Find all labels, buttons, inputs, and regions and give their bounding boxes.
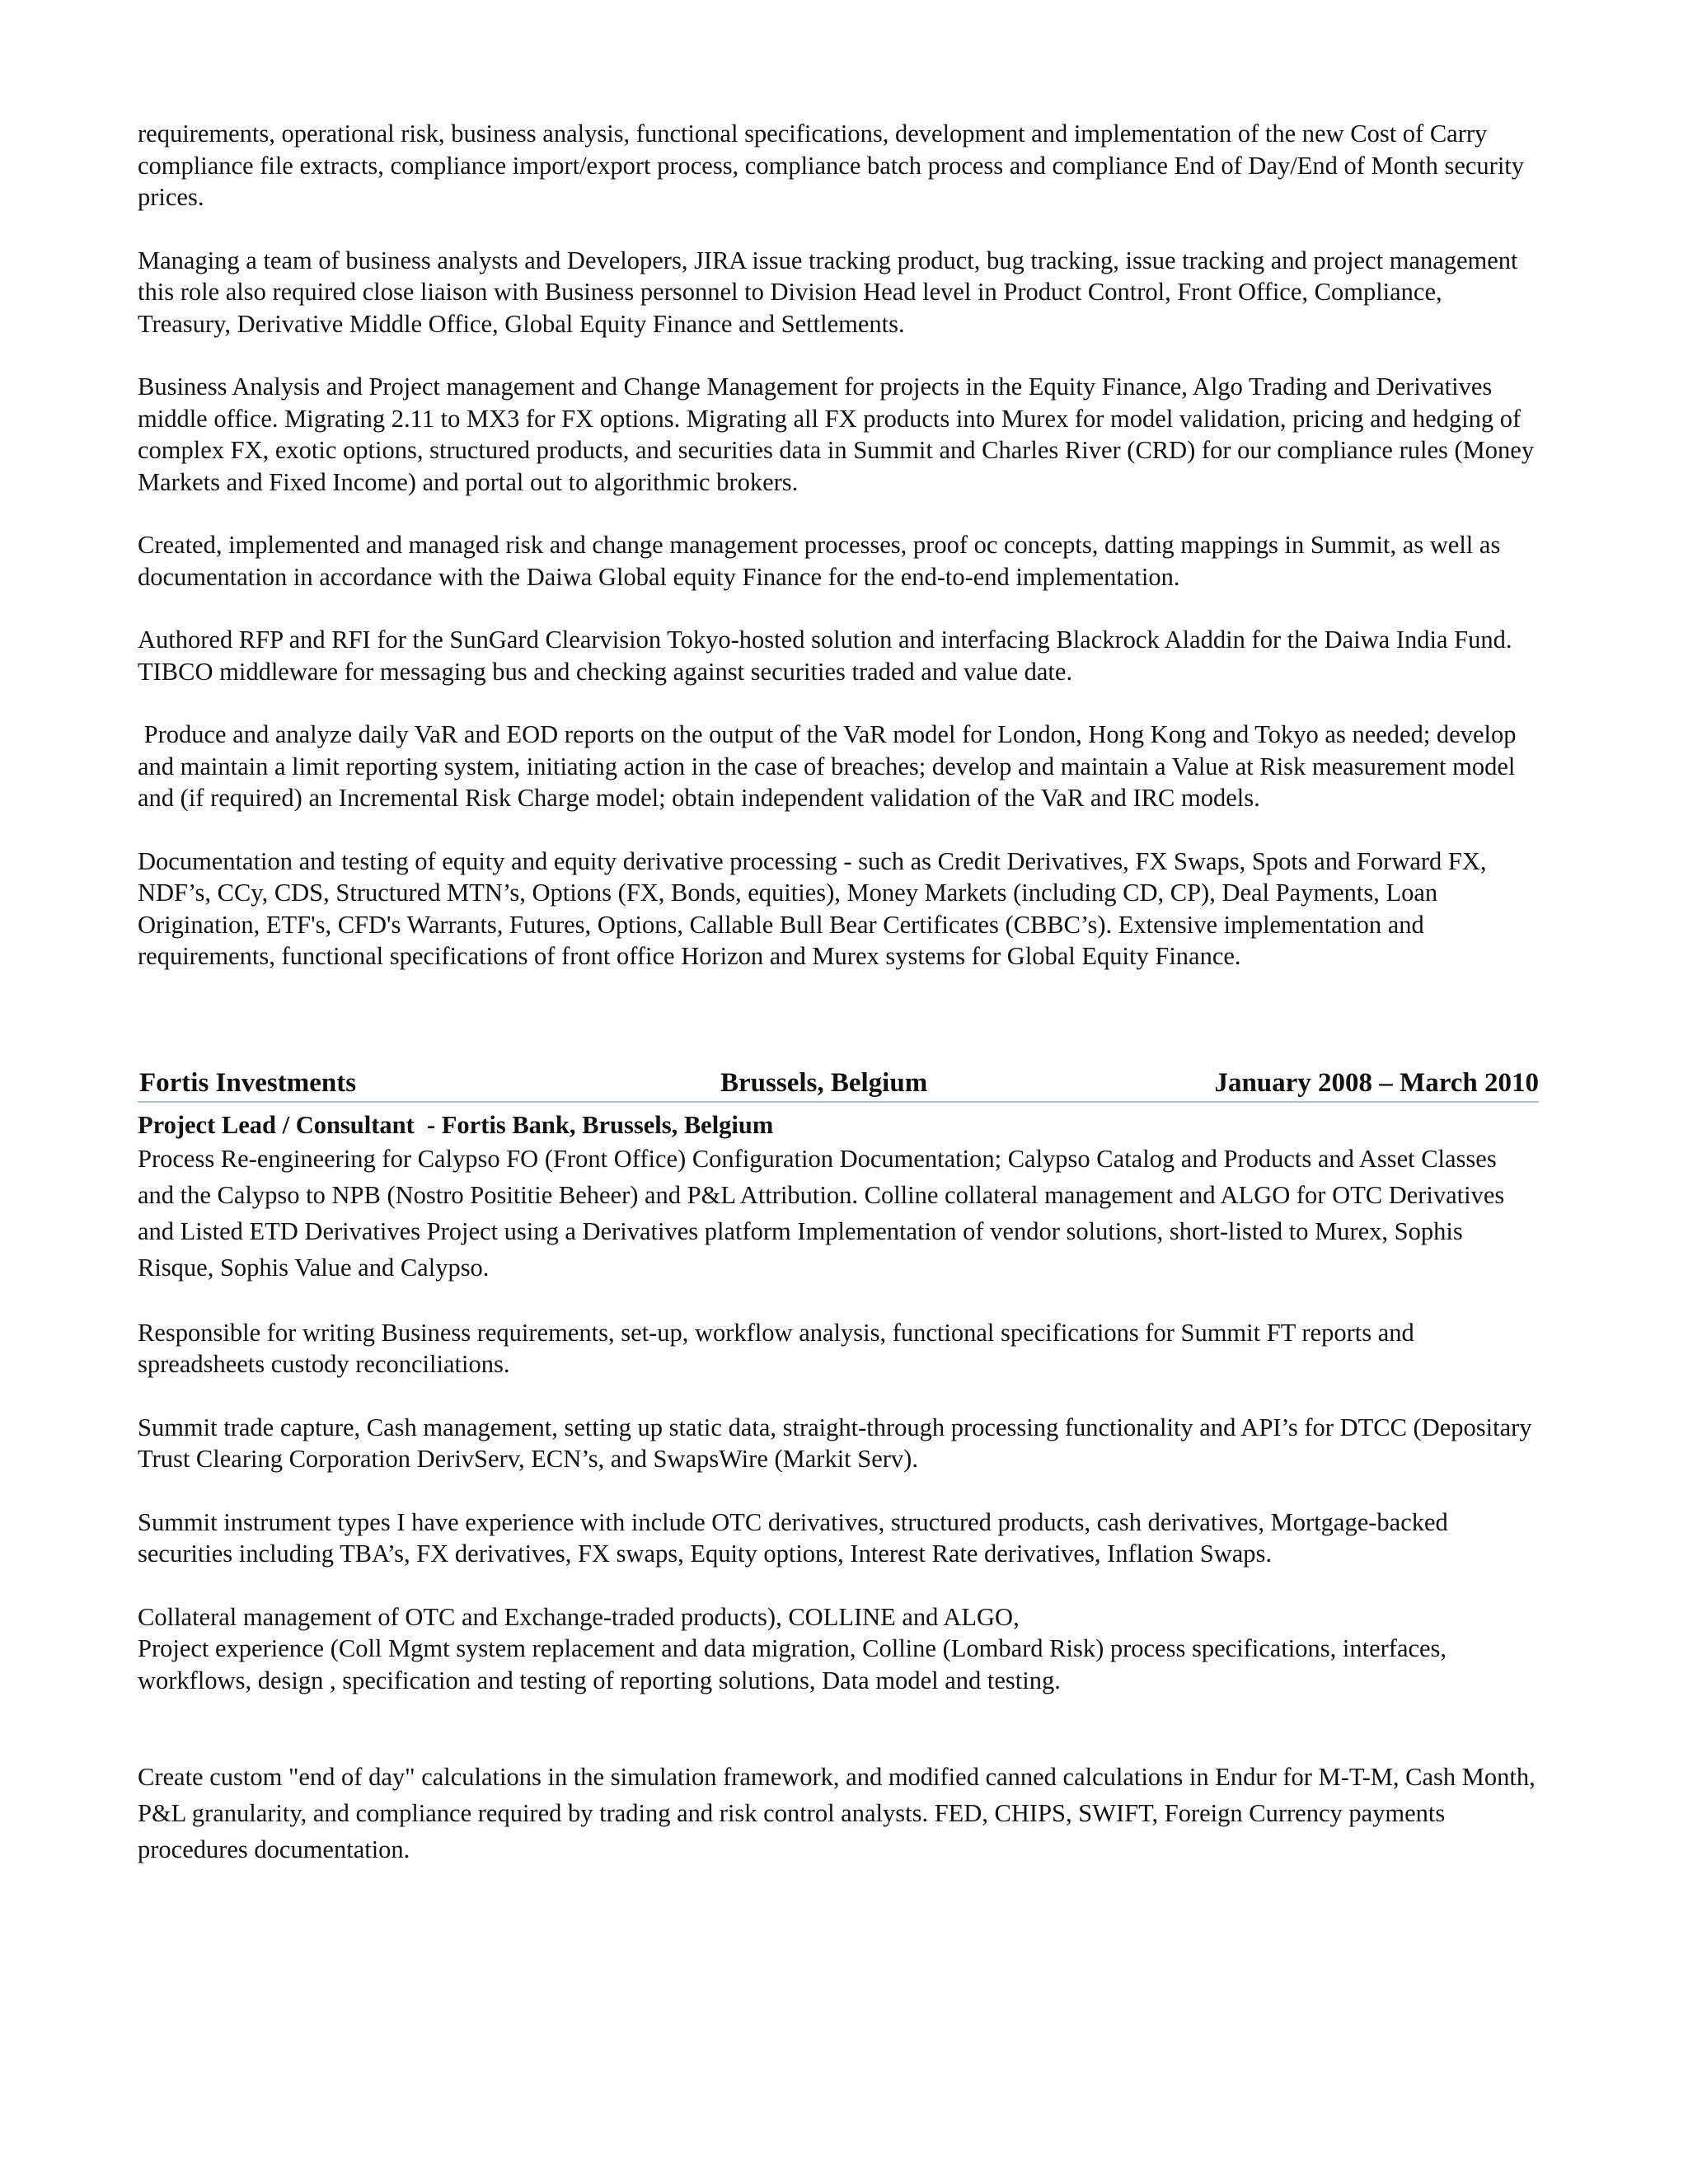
- paragraph-collateral-line2: Project experience (Coll Mgmt system replacement and data migration, Colline (Lombard Risk) process specifications, interfaces, workflows, design , specification and testing of reporting solutions, Data model and testing.: [138, 1634, 1447, 1694]
- paragraph-summit-instruments: Summit instrument types I have experience with include OTC derivatives, structured products, cash derivatives, Mortgage-backed securities including TBA’s, FX derivatives, FX swaps, Equity options, Interest Rate derivatives, Inflation Swaps.: [138, 1507, 1448, 1568]
- job-company: Fortis Investments: [139, 1067, 357, 1098]
- paragraph-summit-trade-capture: Summit trade capture, Cash management, setting up static data, straight-through processing functionality and API’s for DTCC (Depositary Trust Clearing Corporation DerivServ, ECN’s, and SwapsWire (Markit Serv).: [138, 1413, 1532, 1473]
- paragraph-collateral-line1: Collateral management of OTC and Exchange-traded products), COLLINE and ALGO,: [138, 1602, 1020, 1631]
- job-location: Brussels, Belgium: [720, 1067, 928, 1098]
- paragraph-business-requirements: Responsible for writing Business requirements, set-up, workflow analysis, functional specifications for Summit FT reports and spreadsheets custody reconciliations.: [138, 1318, 1414, 1378]
- paragraph-documentation-testing: Documentation and testing of equity and equity derivative processing - such as Credit Derivatives, FX Swaps, Spots and Forward FX, NDF’s, CCy, CDS, Structured MTN’s, Options (FX, Bonds, equities), Money Markets (including CD, CP), Deal Payments, Loan Origination, ETF's, CFD's Warrants, Futures, Options, Callable Bull Bear Certificates (CBBC’s). Extensive implementation and requirements, functional specifications of front office Horizon and Murex systems for Global Equity Finance.: [138, 846, 1487, 970]
- job-role: Project Lead / Consultant - Fortis Bank, Brussels, Belgium: [138, 1110, 774, 1139]
- paragraph-business-analysis: Business Analysis and Project management and Change Management for projects in the Equity Finance, Algo Trading and Derivatives middle office. Migrating 2.11 to MX3 for FX options. Migrating all FX products into Murex for model validation, pricing and hedging of complex FX, exotic options, structured products, and securities data in Summit and Charles River (CRD) for our compliance rules (Money Markets and Fixed Income) and portal out to algorithmic brokers.: [138, 373, 1535, 496]
- job-header: [138, 1068, 1539, 1103]
- paragraph-risk-change-management: Created, implemented and managed risk and change management processes, proof oc concepts, datting mappings in Summit, as well as documentation in accordance with the Daiwa Global equity Finance for the end-to-end implementation.: [138, 531, 1501, 591]
- paragraph-cost-of-carry: requirements, operational risk, business analysis, functional specifications, development and implementation of the new Cost of Carry compliance file extracts, compliance import/export process, compliance batch process and compliance End of Day/End of Month security prices.: [138, 120, 1525, 211]
- resume-page: [138, 118, 1539, 1868]
- job-dates: January 2008 – March 2010: [1214, 1067, 1539, 1098]
- paragraph-rfp-rfi: Authored RFP and RFI for the SunGard Clearvision Tokyo-hosted solution and interfacing Blackrock Aladdin for the Daiwa India Fund. TIBCO middleware for messaging bus and checking against securities traded and value date.: [138, 626, 1512, 686]
- paragraph-var-reports: Produce and analyze daily VaR and EOD reports on the output of the VaR model for London, Hong Kong and Tokyo as needed; develop and maintain a limit reporting system, initiating action in the case of breaches; develop and maintain a Value at Risk measurement model and (if required) an Incremental Risk Charge model; obtain independent validation of the VaR and IRC models.: [138, 720, 1523, 812]
- paragraph-process-reengineering: Process Re-engineering for Calypso FO (Front Office) Configuration Documentation; Calypso Catalog and Products and Asset Classes and the Calypso to NPB (Nostro Posititie Beheer) and P&L Attribution. Colline collateral management and ALGO for OTC Derivatives and Listed ETD Derivatives Project using a Derivatives platform Implementation of vendor solutions, short-listed to Murex, Sophis Risque, Sophis Value and Calypso.: [138, 1144, 1505, 1282]
- paragraph-team-management: Managing a team of business analysts and Developers, JIRA issue tracking product, bug tracking, issue tracking and project management this role also required close liaison with Business personnel to Division Head level in Product Control, Front Office, Compliance, Treasury, Derivative Middle Office, Global Equity Finance and Settlements.: [138, 246, 1518, 338]
- paragraph-end-of-day: Create custom "end of day" calculations in the simulation framework, and modified canned calculations in Endur for M-T-M, Cash Month, P&L granularity, and compliance required by trading and risk control analysts. FED, CHIPS, SWIFT, Foreign Currency payments procedures documentation.: [138, 1763, 1536, 1863]
